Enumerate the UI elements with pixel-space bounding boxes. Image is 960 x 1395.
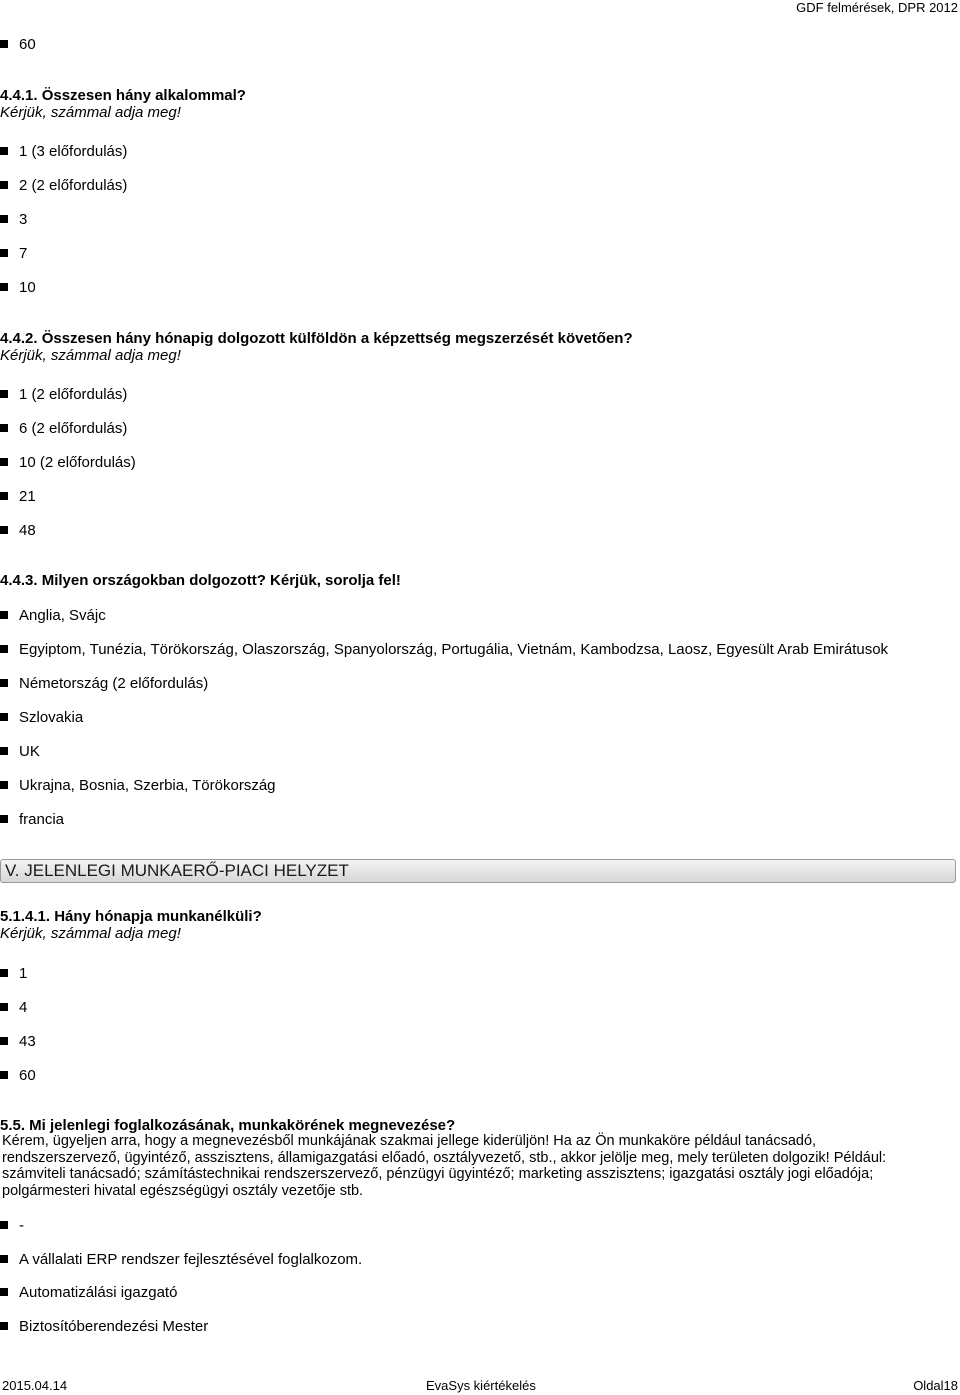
list-item: Egyiptom, Tunézia, Törökország, Olaszország, Spanyolország, Portugália, Vietnám, Kambodzsa, Laosz, Egyesült Arab Emirátusok [0,639,888,659]
list-item: 10 (2 előfordulás) [0,452,136,472]
square-bullet-icon [0,969,8,977]
question-title: 5.1.4.1. Hány hónapja munkanélküli? [0,908,262,925]
question-title: 5.5. Mi jelenlegi foglalkozásának, munkakörének megnevezése? [0,1117,456,1134]
square-bullet-icon [0,611,8,619]
list-item: 2 (2 előfordulás) [0,175,127,195]
list-item: 7 [0,243,27,263]
square-bullet-icon [0,1288,8,1296]
square-bullet-icon [0,181,8,189]
list-item: 4 [0,997,27,1017]
list-item: Biztosítóberendezési Mester [0,1316,208,1336]
square-bullet-icon [0,249,8,257]
list-item: 1 [0,963,27,983]
question-instructions: Kérem, ügyeljen arra, hogy a megnevezésből munkájának szakmai jellege kiderüljön! Ha az Ön munkaköre például tanácsadó, rendszerszervező, ügyintéző, asszisztens, államigazgatási előadó, osztályvezető, stb., akkor jelölje meg, mely területen dolgozik! Például: számviteli tanácsadó; számítástechnikai rendszerszervező, pénzügyi ügyintéző; marketing asszisztens; igazgatási osztály jogi előadója; polgármesteri hivatal egészségügyi osztály vezetője stb. [2,1133,887,1199]
header-title: GDF felmérések, DPR 2012 [796,0,958,15]
footer-page-number: Oldal18 [913,1378,958,1393]
question-subtitle: Kérjük, számmal adja meg! [0,104,181,121]
square-bullet-icon [0,1003,8,1011]
square-bullet-icon [0,679,8,687]
question-title: 4.4.2. Összesen hány hónapig dolgozott külföldön a képzettség megszerzését követően? [0,330,633,347]
list-item: 1 (3 előfordulás) [0,141,127,161]
square-bullet-icon [0,147,8,155]
section-title: V. JELENLEGI MUNKAERŐ-PIACI HELYZET [5,861,349,880]
square-bullet-icon [0,645,8,653]
list-item: A vállalati ERP rendszer fejlesztésével foglalkozom. [0,1249,362,1269]
square-bullet-icon [0,424,8,432]
square-bullet-icon [0,815,8,823]
square-bullet-icon [0,1221,8,1229]
list-item: 3 [0,209,27,229]
list-item: Automatizálási igazgató [0,1282,177,1302]
question-title: 4.4.1. Összesen hány alkalommal? [0,87,246,104]
square-bullet-icon [0,283,8,291]
list-item: 21 [0,486,36,506]
list-item: 6 (2 előfordulás) [0,418,127,438]
square-bullet-icon [0,747,8,755]
list-item: 60 [0,1065,36,1085]
list-item: Anglia, Svájc [0,605,106,625]
square-bullet-icon [0,526,8,534]
question-subtitle: Kérjük, számmal adja meg! [0,347,181,364]
list-item: Szlovakia [0,707,83,727]
square-bullet-icon [0,40,8,48]
square-bullet-icon [0,1071,8,1079]
list-item: - [0,1215,24,1235]
question-title: 4.4.3. Milyen országokban dolgozott? Kérjük, sorolja fel! [0,572,401,589]
list-item: 43 [0,1031,36,1051]
list-item: UK [0,741,40,761]
square-bullet-icon [0,492,8,500]
list-item: 10 [0,277,36,297]
square-bullet-icon [0,1037,8,1045]
square-bullet-icon [0,390,8,398]
list-item: Németország (2 előfordulás) [0,673,208,693]
list-item: 48 [0,520,36,540]
question-subtitle: Kérjük, számmal adja meg! [0,925,181,942]
list-item: 1 (2 előfordulás) [0,384,127,404]
footer-date: 2015.04.14 [2,1378,68,1393]
square-bullet-icon [0,1255,8,1263]
square-bullet-icon [0,1322,8,1330]
list-item: 60 [0,34,36,54]
square-bullet-icon [0,781,8,789]
square-bullet-icon [0,713,8,721]
footer-center: EvaSys kiértékelés [426,1378,536,1393]
square-bullet-icon [0,215,8,223]
list-item: Ukrajna, Bosnia, Szerbia, Törökország [0,775,276,795]
square-bullet-icon [0,458,8,466]
list-item: francia [0,809,64,829]
section-header [0,859,956,883]
